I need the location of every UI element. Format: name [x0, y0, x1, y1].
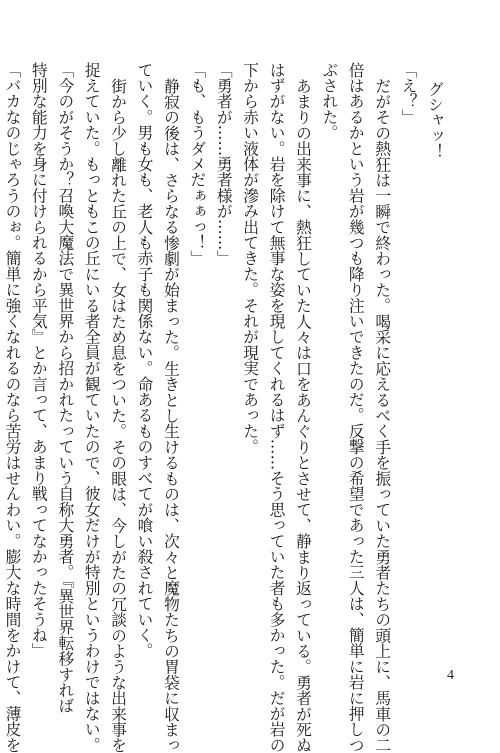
text-line: 「え？」 — [399, 62, 419, 125]
text-line: 特別な能力を身に付けられるから平気』とか言って、あまり戦ってなかったそうね」 — [29, 62, 49, 659]
text-line: グシャッ！ — [426, 80, 445, 160]
text-line: 「勇者が……勇者様が……」 — [214, 62, 234, 267]
text-line: だがその熱狂は一瞬で終わった。喝采に応えるべく手を振っていた勇者たちの頭上に、馬車の二 — [373, 77, 393, 753]
text-line: はずがない。岩を除けて無事な姿を現してくれるはず……そう思っていた者も多かった。だが岩の — [267, 62, 287, 753]
text-line: 「も、もうダメだぁぁっ！」 — [188, 62, 208, 267]
page-number: 4 — [447, 668, 454, 683]
text-line: 静寂の後は、さらなる惨劇が始まった。生きとし生けるものは、次々と魔物たちの胃袋に収まっ — [161, 77, 181, 753]
text-line: 街から少し離れた丘の上で、女はため息をついた。その眼は、今しがたの冗談のような出来事を — [109, 77, 129, 753]
text-line: 「バカなのじゃろうのぉ。簡単に強くなれるのなら苦労はせんわい。膨大な時間をかけて、薄皮を — [3, 62, 23, 753]
text-line: 捉えていた。もっともこの丘にいる者全員が観ていたので、彼女だけが特別というわけではない。 — [82, 62, 102, 753]
text-line: 下から赤い液体が滲み出てきた。それが現実であった。 — [241, 62, 261, 455]
text-line: ていく。男も女も、老人も赤子も関係ない。命あるものすべてが喰い殺されていく。 — [135, 62, 155, 659]
text-line: 「今のがそうか？召喚大魔法で異世界から招かれたっていう自称大勇者。『異世界転移すれば — [56, 62, 76, 714]
novel-text-body — [0, 62, 448, 753]
text-line: 倍はあるかという岩が幾つも降り注いできたのだ。反撃の希望であった三人は、簡単に岩に押しつ — [346, 62, 366, 753]
text-line: あまりの出来事に、熱狂していた人々は口をあんぐりとさせて、静まり返っている。勇者が死ぬ — [293, 77, 313, 753]
text-line: ぶされた。 — [320, 62, 340, 141]
